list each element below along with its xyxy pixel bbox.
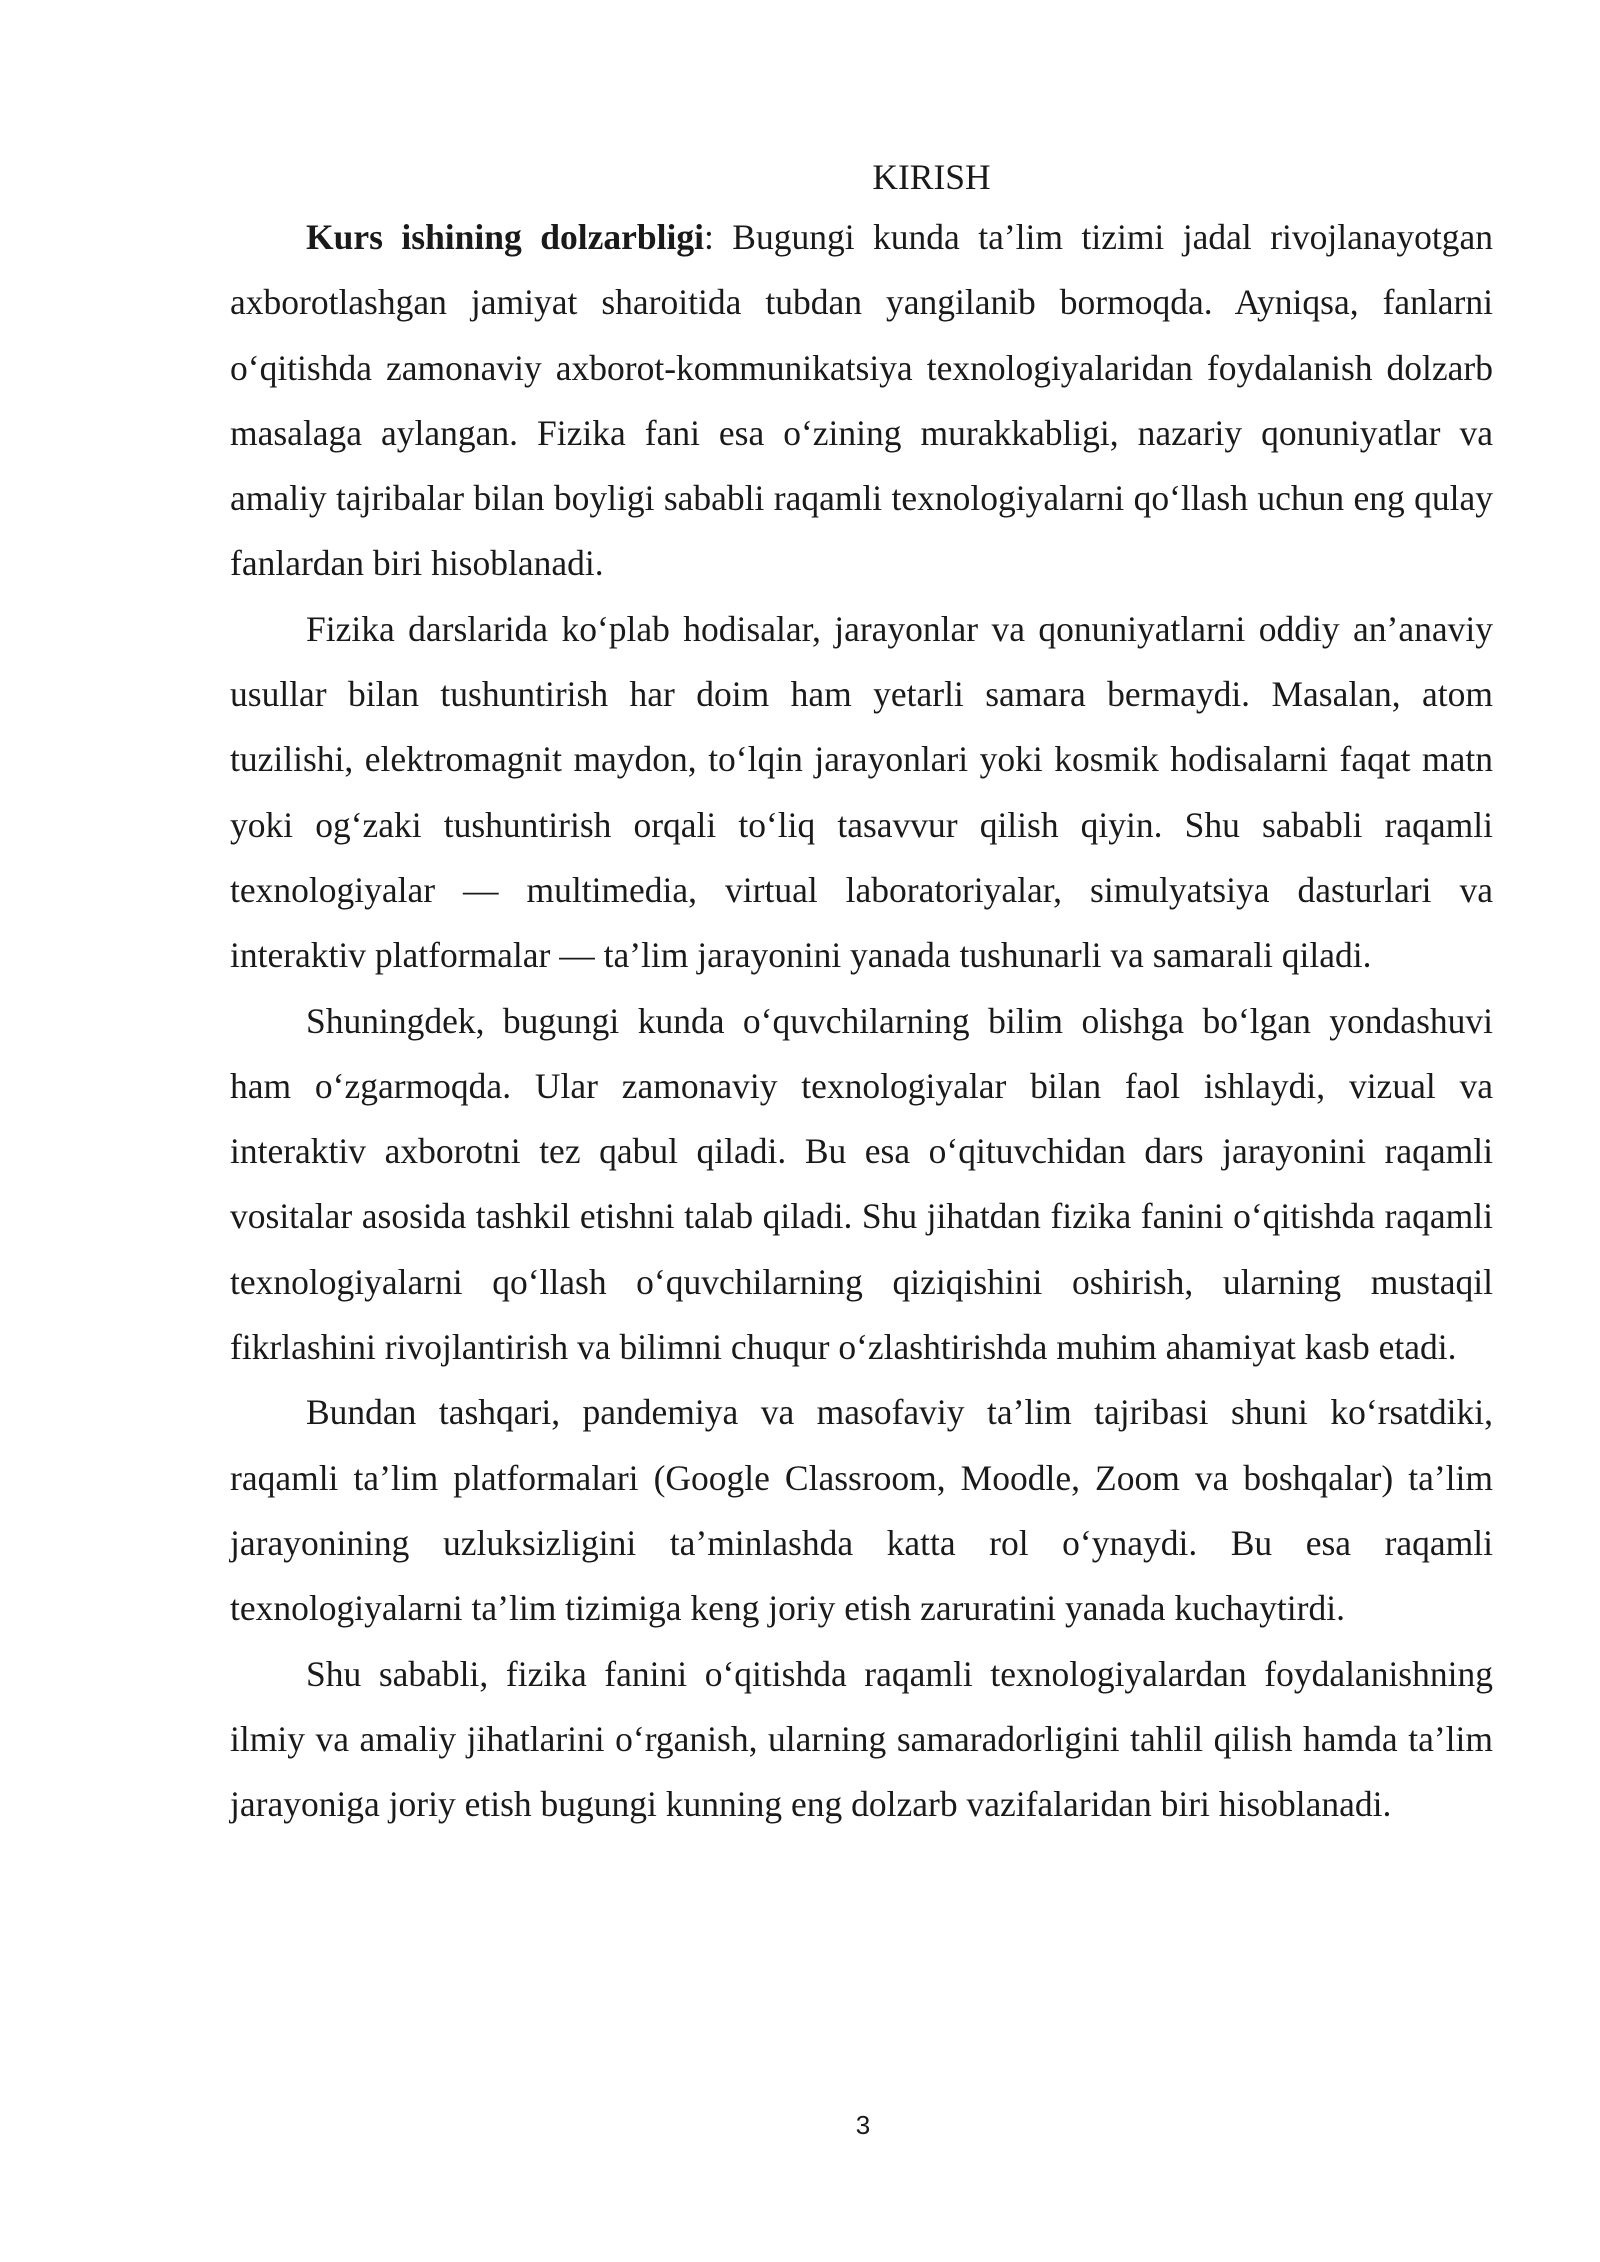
page-content bbox=[230, 150, 1493, 1837]
paragraph: Shuningdek, bugungi kunda o‘quvchilarning bilim olishga bo‘lgan yondashuvi ham o‘zgarmoqda. Ular zamonaviy texnologiyalar bilan faol ishlaydi, vizual va interaktiv axborotni tez qabul qiladi. Bu esa o‘qituvchidan dars jarayonini raqamli vositalar asosida tashkil etishni talab qiladi. Shu jihatdan fizika fanini o‘qitishda raqamli texnologiyalarni qo‘llash o‘quvchilarning qiziqishini oshirish, ularning mustaqil fikrlashini rivojlantirish va bilimni chuqur o‘zlashtirishda muhim ahamiyat kasb etadi. bbox=[230, 1000, 1493, 1368]
paragraph-lead-rest: : Bugungi kunda ta’lim tizimi jadal rivojlanayotgan axborotlashgan jamiyat sharoitida tubdan yangilanib bormoqda. Ayniqsa, fanlarni o‘qitishda zamonaviy axborot-kommunikatsiya texnologiyalaridan foydalanish dolzarb masalaga aylangan. Fizika fani esa o‘zining murakkabligi, nazariy qonuniyatlar va amaliy tajribalar bilan boyligi sababli raqamli texnologiyalarni qo‘llash uchun eng qulay fanlardan biri hisoblanadi. bbox=[230, 217, 1493, 584]
paragraph-relevance bbox=[230, 205, 1493, 597]
section-heading: KIRISH bbox=[872, 157, 991, 197]
paragraph: Bundan tashqari, pandemiya va masofaviy ta’lim tajribasi shuni ko‘rsatdiki, raqamli ta’lim platformalari (Google Classroom, Moodle, Zoom va boshqalar) ta’lim jarayonining uzluksizligini ta’minlashda katta rol o‘ynaydi. Bu esa raqamli texnologiyalarni ta’lim tizimiga keng joriy etish zaruratini yanada kuchaytirdi. bbox=[230, 1392, 1493, 1629]
paragraph-lead-bold: Kurs ishining dolzarbligi bbox=[306, 217, 704, 257]
paragraph: Shu sababli, fizika fanini o‘qitishda raqamli texnologiyalardan foydalanishning ilmiy va amaliy jihatlarini o‘rganish, ularning samaradorligini tahlil qilish hamda ta’lim jarayoniga joriy etish bugungi kunning eng dolzarb vazifalaridan biri hisoblanadi. bbox=[230, 1653, 1493, 1825]
page-number: 3 bbox=[855, 2110, 871, 2140]
paragraph: Fizika darslarida ko‘plab hodisalar, jarayonlar va qonuniyatlarni oddiy an’anaviy usullar bilan tushuntirish har doim ham yetarli samara bermaydi. Masalan, atom tuzilishi, elektromagnit maydon, to‘lqin jarayonlari yoki kosmik hodisalarni faqat matn yoki og‘zaki tushuntirish orqali to‘liq tasavvur qilish qiyin. Shu sababli raqamli texnologiyalar — multimedia, virtual laboratoriyalar, simulyatsiya dasturlari va interaktiv platformalar — ta’lim jarayonini yanada tushunarli va samarali qiladi. bbox=[230, 608, 1493, 976]
